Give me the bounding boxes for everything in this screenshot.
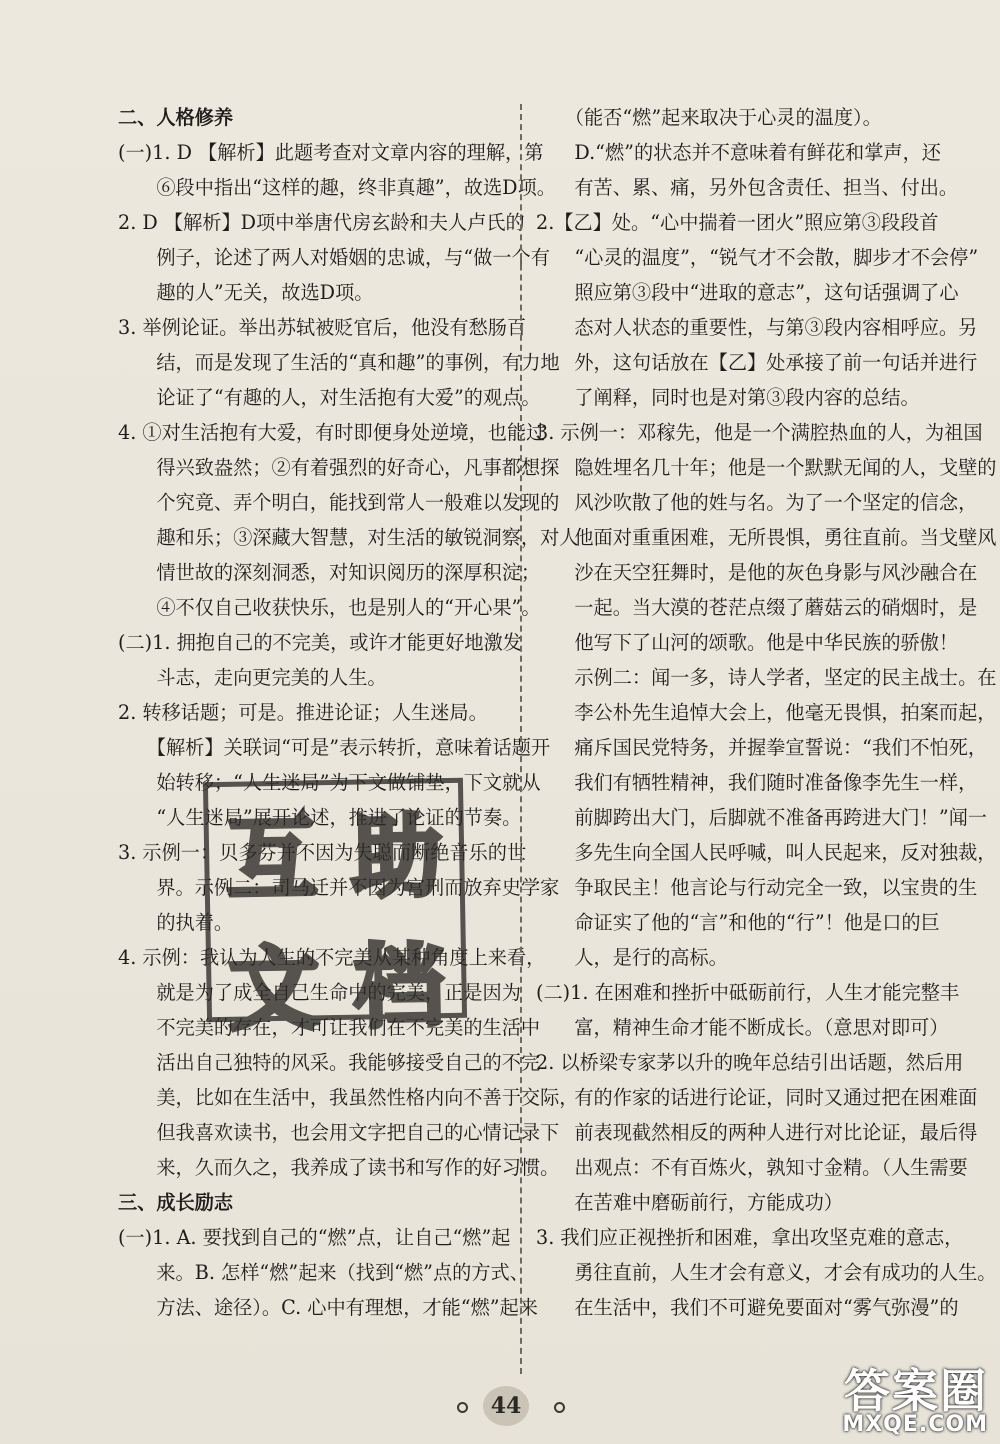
text-line: 论证了“有趣的人，对生活抱有大爱”的观点。 [118, 386, 541, 409]
text-line: 美，比如在生活中，我虽然性格内向不善于交际， [118, 1086, 579, 1109]
text-line: 3. 举例论证。举出苏轼被贬官后，他没有愁肠百 [118, 316, 527, 339]
text-line: 来，久而久之，我养成了读书和写作的好习惯。 [118, 1156, 560, 1179]
text-line: 趣的人”无关，故选D项。 [118, 281, 374, 304]
text-line: 不完美的存在，才可让我们在不完美的生活中 [118, 1016, 541, 1039]
text-line: 斗志，走向更完美的人生。 [118, 666, 387, 689]
text-line: 命证实了他的“言”和他的“行”！他是口的巨 [536, 911, 940, 934]
stamp-char: 互 [225, 806, 318, 913]
text-line: ⑥段中指出“这样的趣，终非真趣”，故选D项。 [118, 176, 556, 199]
text-line: (一)1. A. 要找到自己的“燃”点，让自己“燃”起 [118, 1226, 511, 1249]
text-line: 态对人状态的重要性，与第③段内容相呼应。另 [536, 316, 978, 339]
text-line: 方法、途径）。C. 心中有理想，才能“燃”起来 [118, 1296, 538, 1319]
text-line: 2. 以桥梁专家茅以升的晚年总结引出话题，然后用 [536, 1051, 964, 1074]
text-line: 3. 示例一：贝多芬并不因为失聪而断绝音乐的世 [118, 841, 527, 864]
text-line: 例子，论述了两人对婚姻的忠诚，与“做一个有 [118, 246, 550, 269]
text-line: 2. D 【解析】D项中举唐代房玄龄和夫人卢氏的 [118, 211, 525, 234]
text-line: 界。示例二：司马迁并不因为宫刑而放弃史学家 [118, 876, 560, 899]
text-line: 但我喜欢读书，也会用文字把自己的心情记录下 [118, 1121, 560, 1144]
site-watermark [842, 1364, 988, 1437]
text-line: 有苦、累、痛，另外包含责任、担当、付出。 [536, 176, 959, 199]
text-line: 情世故的深刻洞悉，对知识阅历的深厚积淀； [118, 561, 541, 584]
text-line: 富，精神生命才能不断成长。（意思对即可） [536, 1016, 949, 1039]
text-line: 隐姓埋名几十年；他是一个默默无闻的人，戈壁的 [536, 456, 997, 479]
text-line: 个究竟、弄个明白，能找到常人一般难以发现的 [118, 491, 560, 514]
text-line: 外，这句话放在【乙】处承接了前一句话并进行 [536, 351, 978, 374]
text-line: 就是为了成全自己生命中的完美，正是因为 [118, 981, 521, 1004]
text-line: 他面对重重困难，无所畏惧，勇往直前。当戈壁风 [536, 526, 997, 549]
text-line: 始转移；“人生迷局”为下文做铺垫，下文就从 [118, 771, 541, 794]
text-line: (二)1. 在困难和挫折中砥砺前行，人生才能完整丰 [536, 981, 960, 1004]
text-line: 有的作家的话进行论证，同时又通过把在困难面 [536, 1086, 978, 1109]
text-line: 2.【乙】处。“心中揣着一团火”照应第③段段首 [536, 211, 939, 234]
text-line: 风沙吹散了他的姓与名。为了一个坚定的信念， [536, 491, 978, 514]
column-divider [520, 104, 522, 1374]
text-line: 痛斥国民党特务，并握拳宣誓说：“我们不怕死， [536, 736, 988, 759]
text-line: 3. 示例一：邓稼先，他是一个满腔热血的人，为祖国 [536, 421, 983, 444]
text-line: D.“燃”的状态并不意味着有鲜花和掌声，还 [536, 141, 941, 164]
text-line: 出观点：不有百炼火，孰知寸金精。（人生需要 [536, 1156, 968, 1179]
text-line: ④不仅自己收获快乐，也是别人的“开心果”。 [118, 596, 541, 619]
watermark-logo: 答案圈 [844, 1364, 988, 1418]
text-line: （能否“燃”起来取决于心灵的温度）。 [536, 106, 882, 129]
text-line: 多先生向全国人民呼喊，叫人民起来，反对独裁， [536, 841, 997, 864]
section-heading: 三、成长励志 [118, 1191, 234, 1214]
text-line: “人生迷局”展开论述，推进了论证的节奏。 [118, 806, 522, 829]
footer-dot-icon [457, 1402, 468, 1413]
text-line: (一)1. D 【解析】此题考查对文章内容的理解，第 [118, 141, 544, 164]
text-line: 在苦难中磨砺前行，方能成功） [536, 1191, 843, 1214]
right-column [536, 100, 997, 1325]
text-line: 在生活中，我们不可避免要面对“雾气弥漫”的 [536, 1296, 959, 1319]
text-line: 活出自己独特的风采。我能够接受自己的不完 [118, 1051, 541, 1074]
text-line: 他写下了山河的颂歌。他是中华民族的骄傲！ [536, 631, 959, 654]
text-line: (二)1. 拥抱自己的不完美，或许才能更好地激发 [118, 631, 522, 654]
text-line: 的执着。 [118, 911, 234, 934]
text-line: 前表现截然相反的两种人进行对比论证，最后得 [536, 1121, 978, 1144]
text-line: 4. ①对生活抱有大爱，有时即便身处逆境，也能过 [118, 421, 546, 444]
text-line: 2. 转移话题；可是。推进论证；人生迷局。 [118, 701, 488, 724]
text-line: 3. 我们应正视挫折和困难，拿出攻坚克难的意志， [536, 1226, 964, 1249]
footer-dot-icon [554, 1402, 565, 1413]
text-line: 来。B. 怎样“燃”起来（找到“燃”点的方式、 [118, 1261, 529, 1284]
watermark-domain: MXQE.COM [842, 1412, 988, 1437]
text-line: 争取民主！他言论与行动完全一致，以宝贵的生 [536, 876, 978, 899]
text-line: 李公朴先生追悼大会上，他毫无畏惧，拍案而起， [536, 701, 997, 724]
text-line: 照应第③段中“进取的意志”，这句话强调了心 [536, 281, 959, 304]
text-line: 得兴致盎然；②有着强烈的好奇心，凡事都想探 [118, 456, 560, 479]
stamp-char: 档 [353, 934, 445, 1041]
left-column [118, 100, 579, 1325]
text-line: 结，而是发现了生活的“真和趣”的事例，有力地 [118, 351, 560, 374]
stamp-char: 助 [350, 804, 443, 911]
text-line: 一起。当大漠的苍茫点缀了蘑菇云的硝烟时，是 [536, 596, 978, 619]
section-heading: 二、人格修养 [118, 106, 234, 129]
text-line: “心灵的温度”，“锐气才不会散，脚步才不会停” [536, 246, 979, 269]
text-line: 勇往直前，人生才会有意义，才会有成功的人生。 [536, 1261, 997, 1284]
page-number: 44 [483, 1386, 529, 1426]
text-line: 4. 示例：我认为人生的不完美从某种角度上来看， [118, 946, 546, 969]
stamp-char: 文 [228, 936, 320, 1043]
text-line: 人，是行的高标。 [536, 946, 728, 969]
text-line: 趣和乐；③深藏大智慧，对生活的敏锐洞察，对人 [118, 526, 579, 549]
text-line: 示例二：闻一多，诗人学者，坚定的民主战士。在 [536, 666, 997, 689]
text-line: 了阐释，同时也是对第③段内容的总结。 [536, 386, 920, 409]
text-line: 前脚跨出大门，后脚就不准备再跨进大门！”闻一 [536, 806, 988, 829]
text-line: 【解析】关联词“可是”表示转折，意味着话题开 [118, 736, 551, 759]
text-line: 我们有牺牲精神，我们随时准备像李先生一样， [536, 771, 978, 794]
text-line: 沙在天空狂舞时，是他的灰色身影与风沙融合在 [536, 561, 978, 584]
